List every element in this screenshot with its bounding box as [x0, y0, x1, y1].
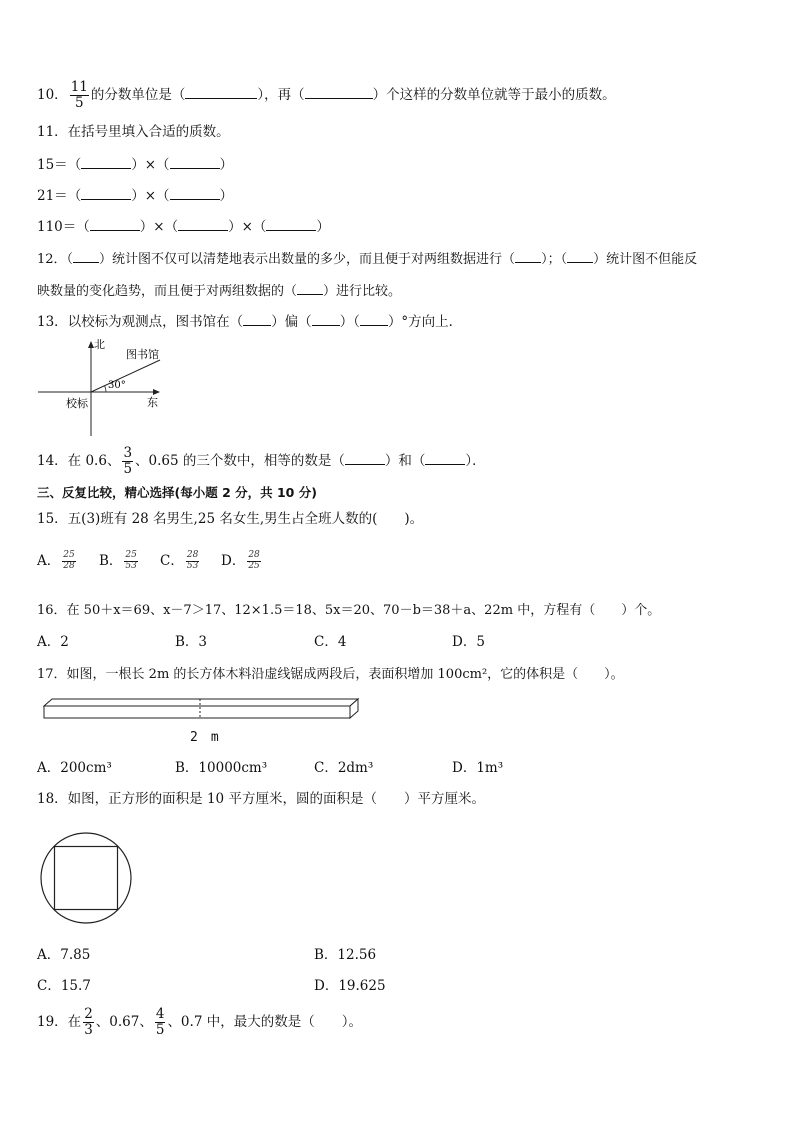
question-17: 17．如图，一根长 2m 的长方体木料沿虚线锯成两段后，表面积增加 100cm²，它的体积是（ ）。	[37, 667, 624, 682]
circle-square-diagram	[38, 830, 134, 926]
length-label: 2 m	[190, 730, 219, 745]
question-11-row: 15＝（ ）×（ ）	[37, 157, 233, 173]
question-12-line1: 12．（ ）统计图不仅可以清楚地表示出数量的多少，而且便于对两组数据进行（ ）；（ ）统计图不但能反	[37, 252, 698, 267]
question-13: 13．以校标为观测点，图书馆在（ ）偏（ ）（ ）°方向上．	[37, 314, 463, 330]
answer-blank[interactable]	[170, 157, 220, 169]
option-b[interactable]: B．3	[175, 634, 208, 650]
option-c[interactable]: C．4	[314, 634, 347, 650]
east-label: 东	[147, 396, 158, 409]
answer-blank[interactable]	[81, 157, 131, 169]
answer-blank[interactable]	[345, 453, 385, 465]
answer-blank[interactable]	[81, 188, 131, 200]
answer-blank[interactable]	[297, 283, 323, 295]
inscribed-square	[55, 847, 118, 910]
answer-blank[interactable]	[185, 87, 257, 99]
fraction: $\frac{2}{3}$	[84, 1006, 93, 1038]
option-c[interactable]: C． $\frac{28}{53}$	[160, 550, 199, 571]
lumber-diagram	[40, 696, 362, 724]
option-b[interactable]: B．10000cm³	[175, 760, 268, 776]
answer-blank[interactable]	[73, 251, 99, 263]
option-d[interactable]: D．5	[452, 634, 485, 650]
lumber-front-face	[44, 706, 350, 718]
option-d[interactable]: D．1m³	[452, 760, 504, 776]
option-a[interactable]: A． $\frac{25}{28}$	[37, 550, 75, 571]
fraction: $\frac{3}{5}$	[123, 445, 133, 477]
question-11-row: 21＝（ ）×（ ）	[37, 188, 233, 204]
question-10: 10． $\frac{11}{5}$ 的分数单位是（ ），再（ ）个这样的分数单位就等于最小的质数。	[37, 79, 616, 111]
question-11-row: 110＝（ ）×（ ）×（ ）	[37, 219, 330, 235]
fraction: $\frac{11}{5}$	[70, 79, 88, 111]
answer-blank[interactable]	[360, 314, 388, 326]
question-15: 15．五(3)班有 28 名男生,25 名女生,男生占全班人数的( )。	[37, 511, 424, 527]
question-16: 16．在 50＋x＝69、x－7＞17、12×1.5＝18、5x＝20、70－b＝38＋a、22m 中，方程有（ ）个。	[37, 603, 661, 618]
lumber-top-face	[44, 699, 358, 706]
question-14: 14．在 0.6、 $\frac{3}{5}$ 、0.65 的三个数中，相等的数是（ ）和（ ）．	[37, 445, 486, 477]
origin-label: 校标	[66, 397, 88, 410]
answer-blank[interactable]	[515, 251, 541, 263]
east-arrow	[153, 389, 160, 395]
angle-arc	[105, 386, 106, 392]
option-a[interactable]: A．2	[37, 634, 69, 650]
question-11-title: 11．在括号里填入合适的质数。	[37, 124, 230, 140]
option-d[interactable]: D．19.625	[314, 978, 386, 994]
north-label: 北	[94, 338, 105, 351]
option-c[interactable]: C．2dm³	[314, 760, 374, 776]
question-18: 18．如图，正方形的面积是 10 平方厘米，圆的面积是（ ）平方厘米。	[37, 791, 485, 807]
question-19: 19．在 $\frac{2}{3}$ 、0.67、 $\frac{4}{5}$ 、0.7 中，最大的数是（ ）。	[37, 1006, 362, 1038]
option-a[interactable]: A．200cm³	[37, 760, 112, 776]
answer-blank[interactable]	[305, 87, 373, 99]
answer-blank[interactable]	[170, 188, 220, 200]
compass-diagram	[34, 336, 174, 440]
answer-blank[interactable]	[178, 219, 228, 231]
answer-blank[interactable]	[266, 219, 316, 231]
section-heading: 三、反复比较，精心选择(每小题 2 分，共 10 分)	[37, 485, 317, 500]
option-c[interactable]: C．15.7	[37, 978, 91, 994]
fraction: $\frac{4}{5}$	[155, 1006, 165, 1038]
library-label: 图书馆	[126, 348, 159, 361]
answer-blank[interactable]	[312, 314, 340, 326]
answer-blank[interactable]	[567, 251, 593, 263]
option-d[interactable]: D． $\frac{28}{25}$	[221, 550, 260, 571]
option-b[interactable]: B． $\frac{25}{53}$	[99, 550, 137, 571]
answer-blank[interactable]	[425, 453, 465, 465]
option-b[interactable]: B．12.56	[314, 947, 377, 963]
answer-blank[interactable]	[243, 314, 271, 326]
option-a[interactable]: A．7.85	[37, 947, 91, 963]
answer-blank[interactable]	[90, 219, 140, 231]
angle-label: 30°	[108, 380, 126, 391]
question-12-line2: 映数量的变化趋势，而且便于对两组数据的（ ）进行比较。	[37, 284, 402, 299]
